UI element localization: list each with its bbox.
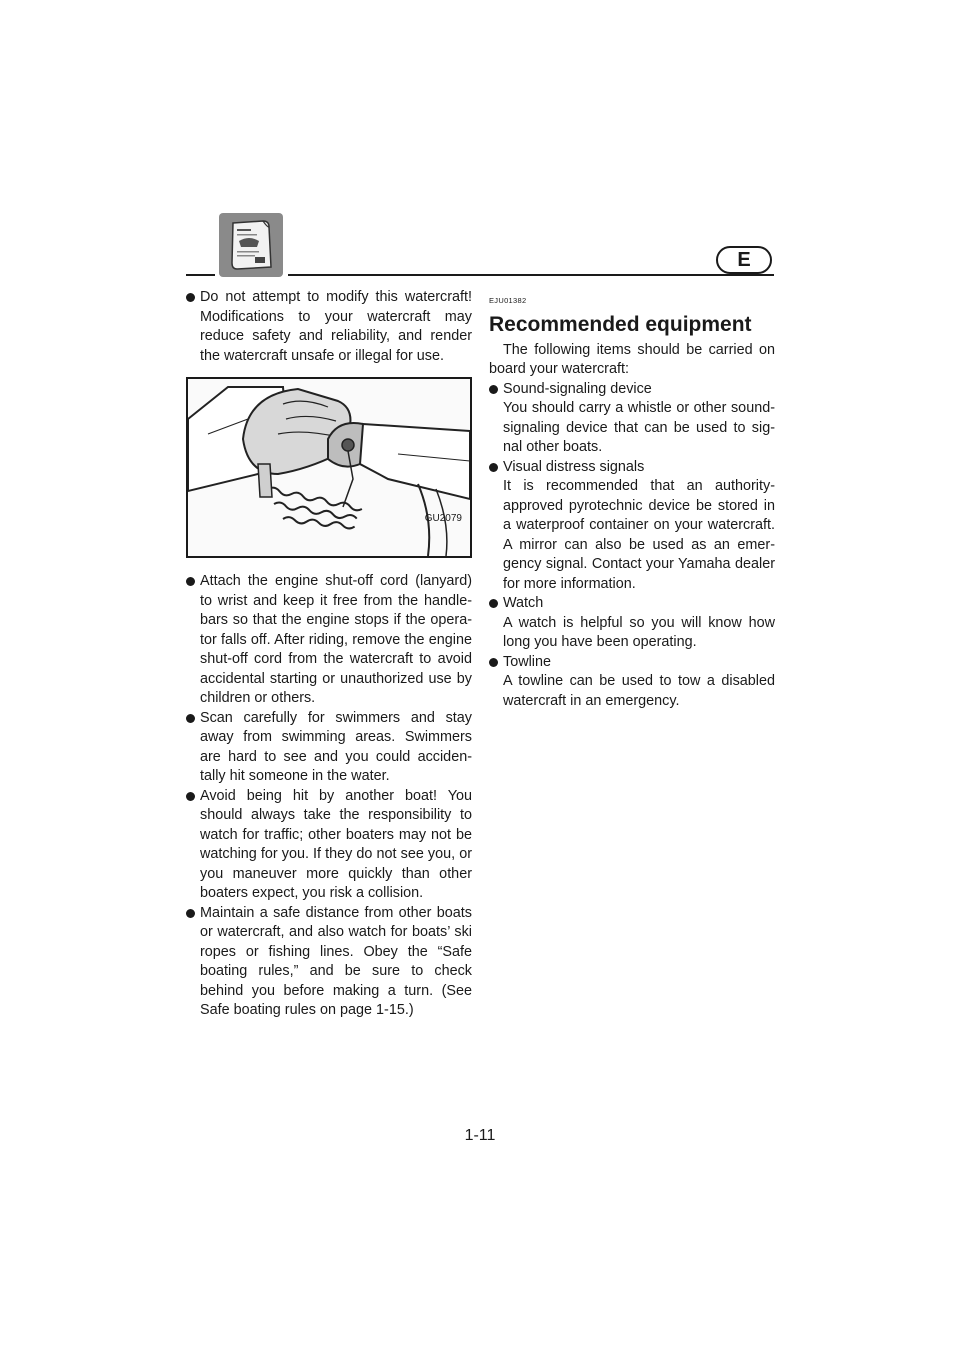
bullet-icon — [186, 909, 195, 918]
item-label: Visual distress signals — [503, 458, 645, 475]
section-letter-badge: E — [716, 246, 772, 274]
item-text: A towline can be used to tow a disabled watercraft in an emergency. — [503, 673, 775, 709]
bullet-text: Avoid being hit by another boat! You should always take the responsibility to watch for traffic; other boaters may not be watching for you. If they do not see you, or you maneuver more quickly than other boaters expect, you risk a collision. — [200, 787, 472, 901]
page-number: 1-11 — [464, 1127, 496, 1144]
bullet-icon — [186, 577, 195, 586]
list-item — [186, 288, 472, 366]
bullet-icon — [186, 792, 195, 801]
bullet-icon — [489, 599, 498, 608]
bullet-icon — [489, 385, 498, 394]
left-column — [186, 288, 472, 1021]
bullet-text: Do not attempt to modify this watercraft! Modifications to your watercraft may reduce safety and reliability, and render the watercraft unsafe or illegal for use. — [200, 289, 472, 364]
list-item — [186, 904, 472, 1021]
lanyard-illustration — [186, 377, 472, 558]
right-column — [489, 288, 775, 711]
bullet-icon — [186, 714, 195, 723]
item-text: A watch is helpful so you will know how long you have been operating. — [503, 614, 775, 650]
bullet-icon — [186, 293, 195, 302]
bullet-text: Maintain a safe distance from other boats or watercraft, and also watch for boats’ ski ropes or fishing lines. Obey the “Safe boating rules,” and be sure to check behind you before making a turn. (See Safe boating rules on page 1-15.) — [200, 904, 472, 1018]
header-rule-left — [186, 274, 215, 276]
bullet-icon — [489, 463, 498, 472]
list-item — [489, 458, 775, 478]
item-label: Towline — [503, 653, 551, 670]
intro-paragraph: The following items should be carried on board your watercraft: — [489, 341, 775, 377]
list-item — [186, 572, 472, 709]
bullet-text: Attach the engine shut-off cord (lanyard) to wrist and keep it free from the handle-bars so that the engine stops if the opera-tor falls off. After riding, remove the engine shut-off cord from the watercraft to avoid accidental starting or unauthorized use by children or others. — [200, 573, 472, 706]
list-item — [186, 709, 472, 787]
bullet-text: Scan carefully for swimmers and stay away from swimming areas. Swimmers are hard to see and you could acciden-tally hit someone in the water. — [200, 709, 472, 784]
hand-lanyard-illustration — [188, 379, 470, 556]
manual-book-icon — [219, 213, 283, 277]
list-item — [489, 594, 775, 614]
figure-code: GU2079 — [424, 512, 462, 524]
section-code: EJU01382 — [489, 296, 527, 305]
header-rule-right — [288, 274, 774, 276]
list-item — [489, 380, 775, 400]
item-label: Watch — [503, 595, 544, 611]
item-text: It is recommended that an authority-approved pyrotechnic device be stored in a waterproof container on your watercraft. A mirror can also be used as an emer-gency signal. Contact your Yamaha dealer for more information. — [503, 478, 775, 592]
item-text: You should carry a whistle or other sound-signaling device that can be used to sig-nal other boats. — [503, 400, 775, 455]
bullet-icon — [489, 658, 498, 667]
section-title: Recommended equipment — [489, 312, 752, 336]
list-item — [489, 653, 775, 673]
list-item — [186, 787, 472, 904]
item-label: Sound-signaling device — [503, 380, 652, 397]
